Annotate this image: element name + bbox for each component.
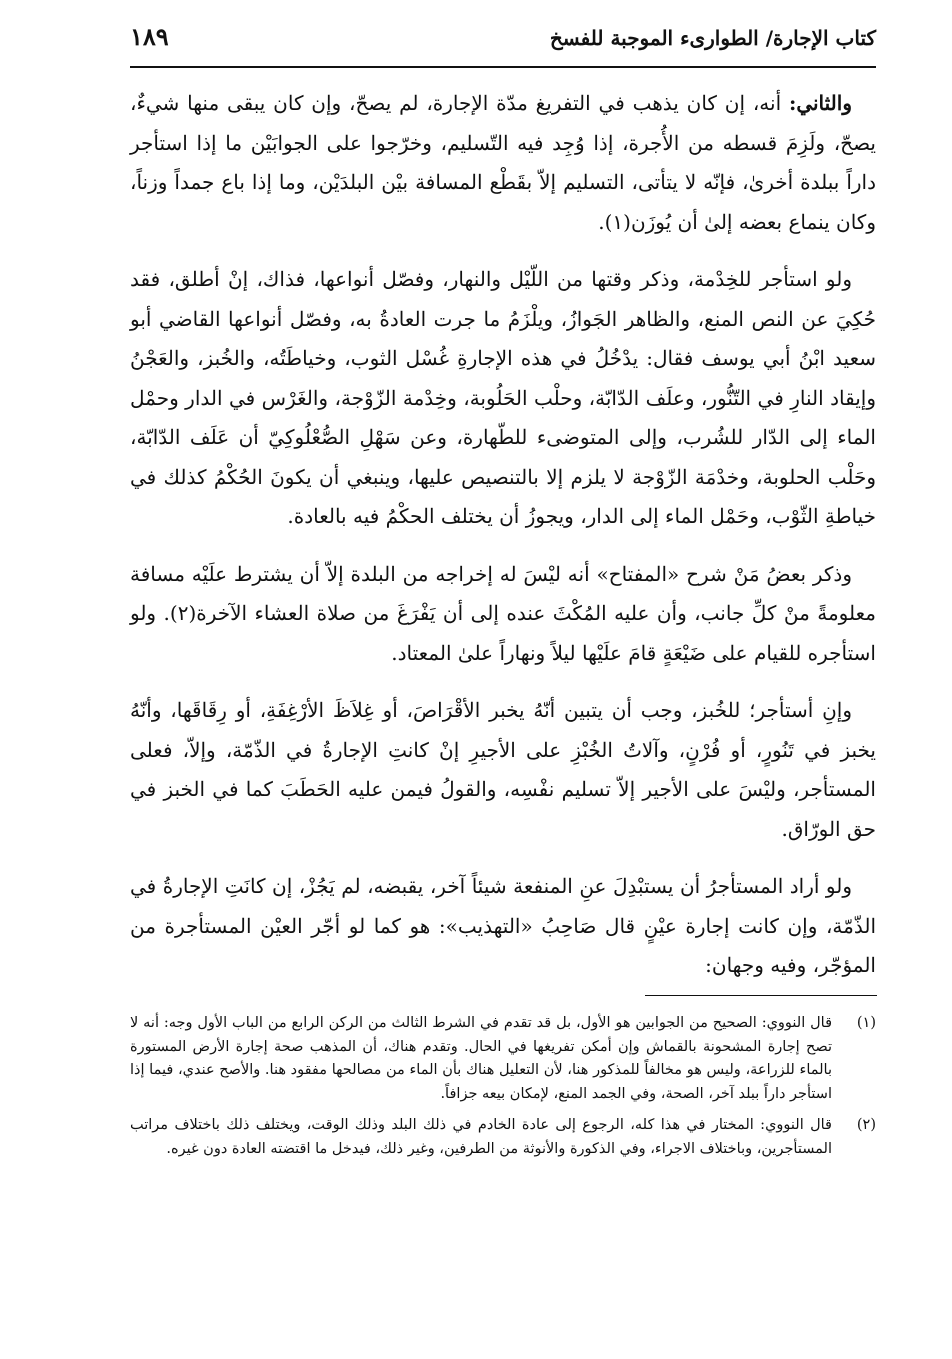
footnote-number: (١) bbox=[856, 1015, 876, 1031]
paragraph-text: ولو استأجر للخِدْمة، وذكر وقتها من اللّيْل والنهار، وفصّل أنواعها، فذاك، إنْ أطلق، فقد حُكِيَ عن النص المنع، والظاهر الجَوازُ، ويلْزَمُ ما جرت العادةُ به، وفصّل أنواعها القاضي أبو سعيد ابْنُ أبي يوسف فقال: يدْخُلُ في هذه الإجارةِ غُسْل الثوب، وخياطَتُه، والخُبز، والعَجْنُ وإيقاد النارِ في التّنُّور، وعلَف الدّابّة، وحلْب الحَلُوبة، وخِدْمة الزّوْجة، والغَرْس في الدار وحمْل الماء إلى الدّار للشُرب، وإلى المتوضىء للطّهارة، وعن سَهْلِ الصُّعْلُوكِيّ أن عَلَف الدّابّة، وحَلْب الحلوبة، وخدْمَة الزّوْجة لا يلزم إلا بالتنصيص عليها، وينبغي أن يكونَ الحُكْمُ كذلك في خياطةِ الثّوْب، وحَمْل الماء إلى الدار، ويجوزُ أن يختلف الحكْمُ فيه بالعادة. bbox=[130, 267, 876, 528]
paragraph-text: ولو أراد المستأجرُ أن يستبْدِلَ عنِ المنفعة شيئاً آخر، يقبضه، لم يَجُزْ، إن كانَتِ الإجارةُ في الذّمّة، وإن كانت إجارة عيْنٍ قال صَاحِبُ «التهذيب»: هو كما لو أجّر العيْن المستأجرة من المؤجّر، وفيه وجهان: bbox=[130, 874, 876, 977]
paragraph-2 bbox=[130, 260, 876, 537]
running-header bbox=[130, 22, 876, 68]
paragraph-text: وإنِ أستأجر؛ للخُبز، وجب أن يتبين أنّهُ يخبر الأقْرَاصَ، أو غِلاَظَ الأرْغِفَةِ، أو رِقَاقَها، وأنّهُ يخبز في تَنُورٍ، أو فُرْنٍ، وآلاتُ الخُبْزِ على الأجيرِ إنْ كانتِ الإجارةُ في الذّمّة، وإلاّ، فعلى المستأجر، وليْسَ على الأجير إلاّ تسليم نفْسِه، والقولُ فيمن عليه الحَطَبَ كما في الخبز في حق الورّاق. bbox=[130, 698, 876, 841]
page-number: ١٨٩ bbox=[130, 22, 169, 51]
paragraph-text: أنه، إن كان يذهب في التفريغ مدّة الإجارة، لم يصحّ، وإن كان يبقى منها شيءٌ، يصحّ، ولَزِمَ قسطه من الأُجرة، إذا وُجِد فيه التّسليم، وخرّجوا على الجوابَيْن ما إذا استأجر داراً ببلدة أخرىٰ، فإنّه لا يتأتى، التسليم إلاّ بقَطْع المسافة بيْن البلدَيْن، وما إذا باع جمداً وزناً، وكان ينماع بعضه إلىٰ أن يُوزَن(١). bbox=[130, 91, 876, 234]
footnote-1 bbox=[130, 1012, 876, 1106]
running-title: كتاب الإجارة/ الطوارىء الموجبة للفسخ bbox=[549, 26, 876, 50]
page bbox=[130, 22, 876, 1004]
footnotes bbox=[130, 1012, 876, 1169]
footnote-text: قال النووي: المختار في هذا كله، الرجوع إلى عادة الخادم في ذلك البلد وذلك الوقت، ويختلف ذلك باختلاف مراتب المستأجرين، وباختلاف الاجراء، وفي الذكورة والأنوثة من الطرفين، وغير ذلك، فيدخل ما اقتضته العادة دون غيره. bbox=[130, 1117, 832, 1157]
footnote-text: قال النووي: الصحيح من الجوابين هو الأول، بل قد تقدم في الشرط الثالث من الركن الرابع من الباب الأول وجه: أنه لا تصح إجارة المشحونة بالقماش وإن أمكن تفريغها في الحال. وتقدم هناك، أن المذهب صحة إجارة الأرض المستورة بالماء للزراعة، وليس هو مخالفاً للمذكور هنا، لأن التعليل هناك بأن الماء من مصالحها مفقود هنا. والأصح عندي، فيما إذا استأجر داراً ببلد آخر، الصحة، وفي الجمد المنع، لإمكان بيعه جزافاً. bbox=[130, 1015, 832, 1102]
paragraph-4 bbox=[130, 691, 876, 849]
main-text bbox=[130, 84, 876, 986]
paragraph-text: وذكر بعضُ مَنْ شرح «المفتاح» أنه ليْسَ له إخراجه من البلدة إلاّ أن يشترط علَيْه مسافة معلومةً منْ كلِّ جانب، وأن عليه المُكْثَ عنده إلى أن يَفْرَغَ من صلاة العشاء الآخرة(٢). ولو استأجره للقيام على ضَيْعَةٍ قامَ علَيْها ليلاً ونهاراً علىٰ المعتاد. bbox=[130, 561, 876, 665]
footnote-separator bbox=[645, 995, 877, 996]
paragraph-1 bbox=[130, 84, 876, 242]
footnote-2 bbox=[130, 1114, 876, 1161]
paragraph-5 bbox=[130, 867, 876, 986]
paragraph-3 bbox=[130, 555, 876, 674]
footnote-number: (٢) bbox=[856, 1117, 876, 1133]
paragraph-lead: والثاني: bbox=[788, 91, 852, 115]
